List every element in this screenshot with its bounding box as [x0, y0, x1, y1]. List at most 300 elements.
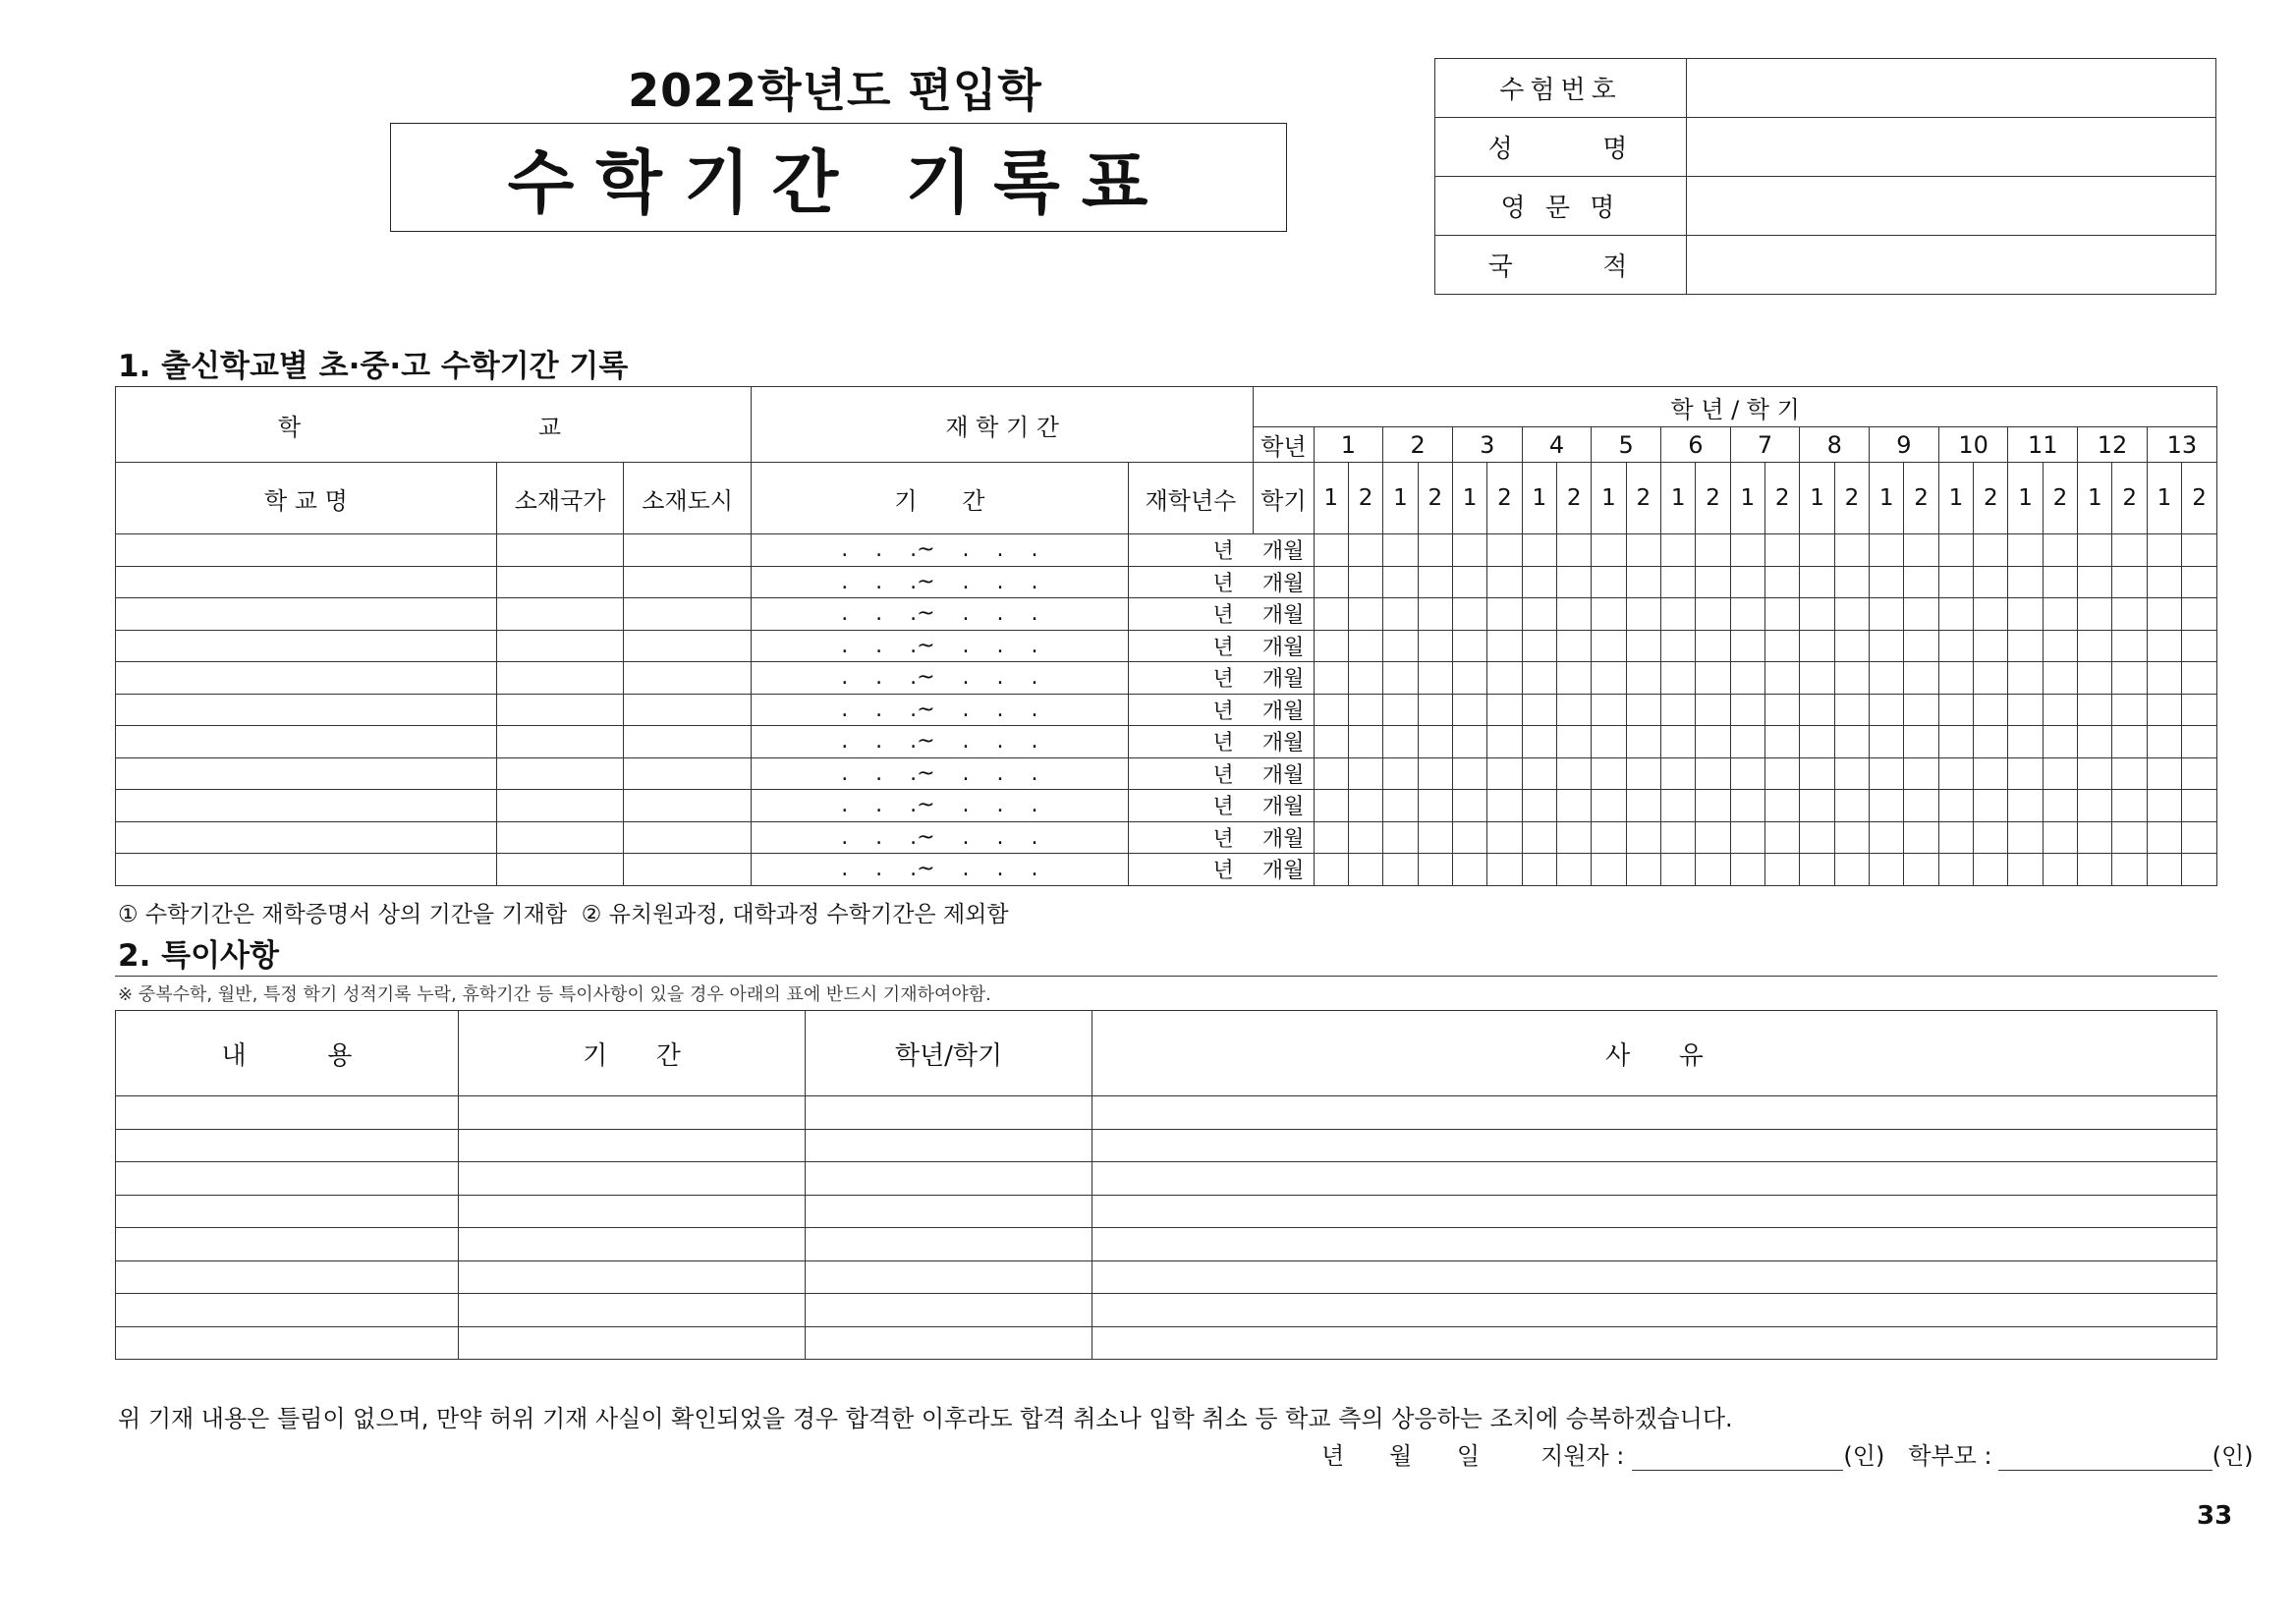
semester-check-cell[interactable]: [1348, 790, 1382, 822]
semester-check-cell[interactable]: [1626, 694, 1660, 726]
semester-check-cell[interactable]: [1696, 757, 1730, 790]
semester-check-cell[interactable]: [1487, 598, 1522, 631]
semester-check-cell[interactable]: [1904, 854, 1938, 886]
semester-check-cell[interactable]: [2182, 854, 2217, 886]
semester-check-cell[interactable]: [1696, 821, 1730, 854]
school-name-cell[interactable]: [116, 790, 497, 822]
semester-check-cell[interactable]: [1348, 630, 1382, 662]
semester-check-cell[interactable]: [2182, 534, 2217, 567]
grade-semester-cell[interactable]: [806, 1260, 1092, 1294]
semester-check-cell[interactable]: [1452, 534, 1486, 567]
semester-check-cell[interactable]: [2112, 821, 2147, 854]
semester-check-cell[interactable]: [2182, 821, 2217, 854]
school-name-cell[interactable]: [116, 534, 497, 567]
semester-check-cell[interactable]: [2112, 662, 2147, 695]
semester-check-cell[interactable]: [1626, 598, 1660, 631]
semester-check-cell[interactable]: [2147, 662, 2181, 695]
semester-check-cell[interactable]: [1522, 534, 1556, 567]
semester-check-cell[interactable]: [1314, 821, 1348, 854]
semester-check-cell[interactable]: [1592, 566, 1626, 598]
semester-check-cell[interactable]: [1487, 821, 1522, 854]
months-cell[interactable]: 개월: [1254, 662, 1314, 695]
semester-check-cell[interactable]: [1834, 534, 1869, 567]
semester-check-cell[interactable]: [1661, 566, 1696, 598]
grade-semester-cell[interactable]: [806, 1195, 1092, 1228]
semester-check-cell[interactable]: [1938, 854, 1973, 886]
semester-check-cell[interactable]: [1452, 566, 1486, 598]
semester-check-cell[interactable]: [1314, 726, 1348, 758]
semester-check-cell[interactable]: [1592, 854, 1626, 886]
semester-check-cell[interactable]: [1974, 598, 2008, 631]
semester-check-cell[interactable]: [1314, 790, 1348, 822]
semester-check-cell[interactable]: [1452, 790, 1486, 822]
semester-check-cell[interactable]: [2043, 790, 2077, 822]
semester-check-cell[interactable]: [1626, 854, 1660, 886]
semester-check-cell[interactable]: [1592, 598, 1626, 631]
semester-check-cell[interactable]: [1730, 694, 1764, 726]
semester-check-cell[interactable]: [1938, 566, 1973, 598]
semester-check-cell[interactable]: [1730, 854, 1764, 886]
semester-check-cell[interactable]: [1626, 566, 1660, 598]
semester-check-cell[interactable]: [2008, 662, 2043, 695]
semester-check-cell[interactable]: [1938, 726, 1973, 758]
reason-cell[interactable]: [1092, 1294, 2217, 1327]
semester-check-cell[interactable]: [1383, 694, 1418, 726]
semester-check-cell[interactable]: [1765, 726, 1800, 758]
semester-check-cell[interactable]: [1661, 854, 1696, 886]
semester-check-cell[interactable]: [1452, 757, 1486, 790]
semester-check-cell[interactable]: [1418, 694, 1452, 726]
period-cell[interactable]: [459, 1260, 806, 1294]
semester-check-cell[interactable]: [1904, 757, 1938, 790]
semester-check-cell[interactable]: [2008, 694, 2043, 726]
semester-check-cell[interactable]: [1314, 534, 1348, 567]
semester-check-cell[interactable]: [1452, 854, 1486, 886]
semester-check-cell[interactable]: [2182, 630, 2217, 662]
country-cell[interactable]: [496, 854, 624, 886]
semester-check-cell[interactable]: [1870, 598, 1904, 631]
semester-check-cell[interactable]: [1696, 630, 1730, 662]
semester-check-cell[interactable]: [1696, 726, 1730, 758]
school-name-cell[interactable]: [116, 726, 497, 758]
period-cell[interactable]: . . .~ . . .: [751, 757, 1128, 790]
semester-check-cell[interactable]: [1765, 694, 1800, 726]
semester-check-cell[interactable]: [1556, 726, 1591, 758]
semester-check-cell[interactable]: [2147, 534, 2181, 567]
semester-check-cell[interactable]: [2008, 821, 2043, 854]
semester-check-cell[interactable]: [2147, 790, 2181, 822]
semester-check-cell[interactable]: [1696, 598, 1730, 631]
semester-check-cell[interactable]: [2147, 821, 2181, 854]
content-cell[interactable]: [116, 1096, 459, 1130]
period-cell[interactable]: . . .~ . . .: [751, 821, 1128, 854]
semester-check-cell[interactable]: [1383, 566, 1418, 598]
months-cell[interactable]: 개월: [1254, 534, 1314, 567]
semester-check-cell[interactable]: [2078, 821, 2112, 854]
semester-check-cell[interactable]: [1592, 662, 1626, 695]
semester-check-cell[interactable]: [1834, 726, 1869, 758]
semester-check-cell[interactable]: [1938, 757, 1973, 790]
semester-check-cell[interactable]: [2182, 662, 2217, 695]
semester-check-cell[interactable]: [1800, 790, 1834, 822]
semester-check-cell[interactable]: [1765, 790, 1800, 822]
semester-check-cell[interactable]: [1765, 821, 1800, 854]
period-cell[interactable]: . . .~ . . .: [751, 630, 1128, 662]
months-cell[interactable]: 개월: [1254, 854, 1314, 886]
semester-check-cell[interactable]: [2182, 726, 2217, 758]
semester-check-cell[interactable]: [2112, 694, 2147, 726]
semester-check-cell[interactable]: [1834, 566, 1869, 598]
country-cell[interactable]: [496, 630, 624, 662]
semester-check-cell[interactable]: [1765, 534, 1800, 567]
semester-check-cell[interactable]: [1974, 630, 2008, 662]
period-cell[interactable]: . . .~ . . .: [751, 566, 1128, 598]
period-cell[interactable]: . . .~ . . .: [751, 598, 1128, 631]
semester-check-cell[interactable]: [1418, 662, 1452, 695]
semester-check-cell[interactable]: [1661, 662, 1696, 695]
semester-check-cell[interactable]: [1556, 790, 1591, 822]
semester-check-cell[interactable]: [2008, 598, 2043, 631]
semester-check-cell[interactable]: [1938, 694, 1973, 726]
semester-check-cell[interactable]: [1348, 598, 1382, 631]
semester-check-cell[interactable]: [1487, 694, 1522, 726]
semester-check-cell[interactable]: [1418, 726, 1452, 758]
period-cell[interactable]: . . .~ . . .: [751, 694, 1128, 726]
semester-check-cell[interactable]: [1314, 757, 1348, 790]
semester-check-cell[interactable]: [1730, 566, 1764, 598]
semester-check-cell[interactable]: [1904, 630, 1938, 662]
semester-check-cell[interactable]: [1348, 662, 1382, 695]
semester-check-cell[interactable]: [1487, 630, 1522, 662]
semester-check-cell[interactable]: [1800, 694, 1834, 726]
semester-check-cell[interactable]: [1765, 662, 1800, 695]
semester-check-cell[interactable]: [2078, 662, 2112, 695]
semester-check-cell[interactable]: [1834, 821, 1869, 854]
semester-check-cell[interactable]: [1834, 598, 1869, 631]
semester-check-cell[interactable]: [1696, 662, 1730, 695]
country-cell[interactable]: [496, 662, 624, 695]
semester-check-cell[interactable]: [1730, 790, 1764, 822]
semester-check-cell[interactable]: [1765, 757, 1800, 790]
semester-check-cell[interactable]: [1487, 662, 1522, 695]
semester-check-cell[interactable]: [1556, 821, 1591, 854]
semester-check-cell[interactable]: [1765, 598, 1800, 631]
semester-check-cell[interactable]: [1938, 821, 1973, 854]
semester-check-cell[interactable]: [2043, 630, 2077, 662]
semester-check-cell[interactable]: [2008, 854, 2043, 886]
semester-check-cell[interactable]: [2078, 854, 2112, 886]
semester-check-cell[interactable]: [1556, 598, 1591, 631]
semester-check-cell[interactable]: [1800, 854, 1834, 886]
semester-check-cell[interactable]: [1418, 821, 1452, 854]
years-cell[interactable]: 년: [1128, 598, 1254, 631]
nationality-field[interactable]: [1687, 236, 2216, 295]
semester-check-cell[interactable]: [1904, 598, 1938, 631]
semester-check-cell[interactable]: [2078, 694, 2112, 726]
semester-check-cell[interactable]: [1556, 630, 1591, 662]
exam-number-field[interactable]: [1687, 59, 2216, 118]
semester-check-cell[interactable]: [1834, 854, 1869, 886]
semester-check-cell[interactable]: [1592, 821, 1626, 854]
semester-check-cell[interactable]: [2043, 566, 2077, 598]
semester-check-cell[interactable]: [2008, 757, 2043, 790]
grade-semester-cell[interactable]: [806, 1129, 1092, 1162]
semester-check-cell[interactable]: [1452, 726, 1486, 758]
grade-semester-cell[interactable]: [806, 1228, 1092, 1261]
semester-check-cell[interactable]: [1661, 694, 1696, 726]
semester-check-cell[interactable]: [1800, 821, 1834, 854]
reason-cell[interactable]: [1092, 1228, 2217, 1261]
semester-check-cell[interactable]: [1800, 726, 1834, 758]
semester-check-cell[interactable]: [1765, 630, 1800, 662]
semester-check-cell[interactable]: [1348, 534, 1382, 567]
semester-check-cell[interactable]: [1904, 821, 1938, 854]
semester-check-cell[interactable]: [2147, 630, 2181, 662]
semester-check-cell[interactable]: [1870, 790, 1904, 822]
semester-check-cell[interactable]: [1626, 757, 1660, 790]
semester-check-cell[interactable]: [1522, 821, 1556, 854]
grade-semester-cell[interactable]: [806, 1326, 1092, 1360]
semester-check-cell[interactable]: [1904, 566, 1938, 598]
period-cell[interactable]: [459, 1096, 806, 1130]
semester-check-cell[interactable]: [1730, 630, 1764, 662]
parent-signature-field[interactable]: [1998, 1444, 2212, 1471]
months-cell[interactable]: 개월: [1254, 694, 1314, 726]
semester-check-cell[interactable]: [1626, 790, 1660, 822]
semester-check-cell[interactable]: [2008, 566, 2043, 598]
semester-check-cell[interactable]: [1800, 566, 1834, 598]
period-cell[interactable]: [459, 1294, 806, 1327]
semester-check-cell[interactable]: [1383, 790, 1418, 822]
semester-check-cell[interactable]: [2182, 566, 2217, 598]
months-cell[interactable]: 개월: [1254, 790, 1314, 822]
semester-check-cell[interactable]: [1696, 534, 1730, 567]
city-cell[interactable]: [624, 662, 752, 695]
semester-check-cell[interactable]: [2043, 757, 2077, 790]
semester-check-cell[interactable]: [1418, 630, 1452, 662]
months-cell[interactable]: 개월: [1254, 757, 1314, 790]
semester-check-cell[interactable]: [2112, 726, 2147, 758]
semester-check-cell[interactable]: [1938, 598, 1973, 631]
semester-check-cell[interactable]: [1522, 854, 1556, 886]
semester-check-cell[interactable]: [1730, 534, 1764, 567]
semester-check-cell[interactable]: [1556, 854, 1591, 886]
semester-check-cell[interactable]: [1383, 821, 1418, 854]
semester-check-cell[interactable]: [2043, 662, 2077, 695]
semester-check-cell[interactable]: [1938, 534, 1973, 567]
semester-check-cell[interactable]: [1626, 662, 1660, 695]
semester-check-cell[interactable]: [1383, 726, 1418, 758]
semester-check-cell[interactable]: [2182, 598, 2217, 631]
country-cell[interactable]: [496, 790, 624, 822]
semester-check-cell[interactable]: [1556, 694, 1591, 726]
semester-check-cell[interactable]: [2043, 534, 2077, 567]
semester-check-cell[interactable]: [1592, 630, 1626, 662]
semester-check-cell[interactable]: [1626, 534, 1660, 567]
semester-check-cell[interactable]: [1418, 854, 1452, 886]
semester-check-cell[interactable]: [2182, 694, 2217, 726]
semester-check-cell[interactable]: [1696, 790, 1730, 822]
reason-cell[interactable]: [1092, 1162, 2217, 1196]
semester-check-cell[interactable]: [2182, 757, 2217, 790]
semester-check-cell[interactable]: [1522, 726, 1556, 758]
years-cell[interactable]: 년: [1128, 566, 1254, 598]
semester-check-cell[interactable]: [1522, 598, 1556, 631]
semester-check-cell[interactable]: [1522, 662, 1556, 695]
school-name-cell[interactable]: [116, 566, 497, 598]
years-cell[interactable]: 년: [1128, 757, 1254, 790]
semester-check-cell[interactable]: [2112, 757, 2147, 790]
city-cell[interactable]: [624, 694, 752, 726]
semester-check-cell[interactable]: [1765, 566, 1800, 598]
semester-check-cell[interactable]: [1522, 566, 1556, 598]
semester-check-cell[interactable]: [1452, 694, 1486, 726]
content-cell[interactable]: [116, 1294, 459, 1327]
semester-check-cell[interactable]: [1383, 854, 1418, 886]
semester-check-cell[interactable]: [1974, 662, 2008, 695]
content-cell[interactable]: [116, 1195, 459, 1228]
content-cell[interactable]: [116, 1162, 459, 1196]
months-cell[interactable]: 개월: [1254, 630, 1314, 662]
semester-check-cell[interactable]: [1487, 534, 1522, 567]
semester-check-cell[interactable]: [2147, 566, 2181, 598]
semester-check-cell[interactable]: [1730, 726, 1764, 758]
years-cell[interactable]: 년: [1128, 662, 1254, 695]
semester-check-cell[interactable]: [1870, 662, 1904, 695]
semester-check-cell[interactable]: [1556, 757, 1591, 790]
semester-check-cell[interactable]: [2043, 694, 2077, 726]
semester-check-cell[interactable]: [1870, 534, 1904, 567]
grade-semester-cell[interactable]: [806, 1162, 1092, 1196]
name-field[interactable]: [1687, 118, 2216, 177]
semester-check-cell[interactable]: [1314, 598, 1348, 631]
semester-check-cell[interactable]: [2112, 630, 2147, 662]
semester-check-cell[interactable]: [2182, 790, 2217, 822]
semester-check-cell[interactable]: [1870, 726, 1904, 758]
semester-check-cell[interactable]: [2147, 854, 2181, 886]
semester-check-cell[interactable]: [1348, 566, 1382, 598]
period-cell[interactable]: . . .~ . . .: [751, 534, 1128, 567]
semester-check-cell[interactable]: [1418, 757, 1452, 790]
semester-check-cell[interactable]: [1696, 854, 1730, 886]
school-name-cell[interactable]: [116, 694, 497, 726]
period-cell[interactable]: . . .~ . . .: [751, 726, 1128, 758]
years-cell[interactable]: 년: [1128, 534, 1254, 567]
years-cell[interactable]: 년: [1128, 694, 1254, 726]
semester-check-cell[interactable]: [1834, 694, 1869, 726]
semester-check-cell[interactable]: [1800, 534, 1834, 567]
school-name-cell[interactable]: [116, 630, 497, 662]
semester-check-cell[interactable]: [1314, 566, 1348, 598]
semester-check-cell[interactable]: [1730, 598, 1764, 631]
years-cell[interactable]: 년: [1128, 821, 1254, 854]
city-cell[interactable]: [624, 790, 752, 822]
semester-check-cell[interactable]: [1696, 694, 1730, 726]
semester-check-cell[interactable]: [2147, 598, 2181, 631]
semester-check-cell[interactable]: [1487, 854, 1522, 886]
semester-check-cell[interactable]: [1661, 790, 1696, 822]
semester-check-cell[interactable]: [2043, 726, 2077, 758]
semester-check-cell[interactable]: [2008, 630, 2043, 662]
city-cell[interactable]: [624, 534, 752, 567]
school-name-cell[interactable]: [116, 854, 497, 886]
semester-check-cell[interactable]: [1974, 566, 2008, 598]
semester-check-cell[interactable]: [1626, 726, 1660, 758]
semester-check-cell[interactable]: [2147, 694, 2181, 726]
semester-check-cell[interactable]: [1314, 630, 1348, 662]
semester-check-cell[interactable]: [1904, 790, 1938, 822]
semester-check-cell[interactable]: [1730, 757, 1764, 790]
semester-check-cell[interactable]: [1556, 662, 1591, 695]
semester-check-cell[interactable]: [2008, 534, 2043, 567]
content-cell[interactable]: [116, 1129, 459, 1162]
semester-check-cell[interactable]: [1870, 821, 1904, 854]
semester-check-cell[interactable]: [1452, 598, 1486, 631]
semester-check-cell[interactable]: [2112, 534, 2147, 567]
semester-check-cell[interactable]: [1974, 790, 2008, 822]
semester-check-cell[interactable]: [2112, 790, 2147, 822]
semester-check-cell[interactable]: [1938, 662, 1973, 695]
semester-check-cell[interactable]: [1487, 566, 1522, 598]
semester-check-cell[interactable]: [2078, 598, 2112, 631]
semester-check-cell[interactable]: [1870, 566, 1904, 598]
content-cell[interactable]: [116, 1326, 459, 1360]
school-name-cell[interactable]: [116, 598, 497, 631]
semester-check-cell[interactable]: [1974, 694, 2008, 726]
semester-check-cell[interactable]: [2043, 598, 2077, 631]
semester-check-cell[interactable]: [1800, 630, 1834, 662]
country-cell[interactable]: [496, 534, 624, 567]
period-cell[interactable]: . . .~ . . .: [751, 662, 1128, 695]
semester-check-cell[interactable]: [1626, 630, 1660, 662]
reason-cell[interactable]: [1092, 1260, 2217, 1294]
semester-check-cell[interactable]: [1418, 790, 1452, 822]
semester-check-cell[interactable]: [1383, 534, 1418, 567]
city-cell[interactable]: [624, 566, 752, 598]
reason-cell[interactable]: [1092, 1129, 2217, 1162]
semester-check-cell[interactable]: [1904, 726, 1938, 758]
reason-cell[interactable]: [1092, 1096, 2217, 1130]
applicant-signature-field[interactable]: [1632, 1444, 1843, 1471]
semester-check-cell[interactable]: [1348, 726, 1382, 758]
semester-check-cell[interactable]: [1348, 821, 1382, 854]
semester-check-cell[interactable]: [1834, 757, 1869, 790]
semester-check-cell[interactable]: [1800, 757, 1834, 790]
semester-check-cell[interactable]: [1592, 726, 1626, 758]
semester-check-cell[interactable]: [2078, 630, 2112, 662]
semester-check-cell[interactable]: [1870, 630, 1904, 662]
semester-check-cell[interactable]: [1661, 630, 1696, 662]
city-cell[interactable]: [624, 598, 752, 631]
months-cell[interactable]: 개월: [1254, 566, 1314, 598]
semester-check-cell[interactable]: [1938, 790, 1973, 822]
semester-check-cell[interactable]: [1974, 821, 2008, 854]
semester-check-cell[interactable]: [1556, 534, 1591, 567]
period-cell[interactable]: [459, 1195, 806, 1228]
country-cell[interactable]: [496, 566, 624, 598]
semester-check-cell[interactable]: [1904, 534, 1938, 567]
semester-check-cell[interactable]: [2078, 534, 2112, 567]
semester-check-cell[interactable]: [1870, 854, 1904, 886]
semester-check-cell[interactable]: [1938, 630, 1973, 662]
semester-check-cell[interactable]: [1522, 694, 1556, 726]
semester-check-cell[interactable]: [1383, 662, 1418, 695]
months-cell[interactable]: 개월: [1254, 726, 1314, 758]
semester-check-cell[interactable]: [1592, 694, 1626, 726]
city-cell[interactable]: [624, 821, 752, 854]
school-name-cell[interactable]: [116, 757, 497, 790]
semester-check-cell[interactable]: [2078, 566, 2112, 598]
